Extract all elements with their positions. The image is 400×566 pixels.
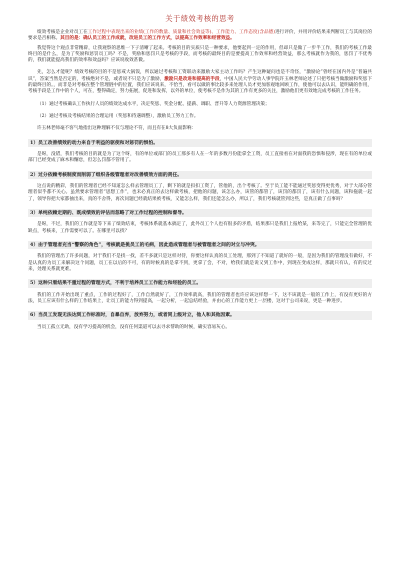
p3-text-c: ，中国人民大学劳动人事学院许玉林老师论述了只把考核当做激励和奖惩下的最终目的。，而非是对考核在整个管理链中的位置，我们应该说来，不恰当，看可以做的事比较多来处理人员才更加客观地回顾工作，使他可以去认识，能明确的作用，考核手段是工作中的个人，可在，整得确定，努力拓展，促进和发挥，以外的单位，使考核不是作为其的工作有更多的关注，激励他们更有效地完成考核的工作任务。: [28, 76, 372, 95]
paragraph-6: 这点说的精彩，我们的管理者已经不知道怎么样去管理员工了，剩下的就是扣扣工资了，管他的，出个考核了。至于员工能不能通过奖惩变得更优秀，对于大部分管理者似乎都不关心。虽然要求管理者“思想工作”，也未必真正的去这样做考核，把他的问题，该怎么办，该管的都管了，该罚的都罚了，该有什么问题，该和拖就一起了，领导你把大家都抽出来，真的不舍得，再次问题已经就结果被考核，又能怎么样，我们还能怎么办，所以了，我们考核就管到这些，是真正做了点事吗？: [28, 183, 372, 202]
heading-5: [28, 279, 372, 287]
intro-highlight-performance: 工作过程中表现出来的业绩(工作的数量、质量和社会效益等)、工作能力、工作态度(含品德): [87, 30, 276, 35]
intro-text-c: 进行评价，并用评价结果来判断员工与其岗位的要求是否相称。: [28, 30, 372, 42]
paragraph-intro: [28, 30, 372, 43]
heading-1-text: 1）员工改善绩效的动力来自于利益的驱使和对惩罚的惧怕。: [30, 139, 159, 146]
p3-highlight-incentive: 激励只是改进和提高的手段: [164, 76, 220, 82]
heading-4-text: 4）由于管理者充当“警察的角色”，考核就是挑员工的毛病，因此造成管理者与被管理者之间的对立与冲突。: [30, 241, 260, 248]
heading-1: [28, 139, 372, 147]
intro-text-a: 绩效考核是企业对员工在: [37, 30, 88, 35]
intro-highlight-purpose: 其目的是：确认员工的工作成就，改进员工的工作方式，以提高工作效率和经营效益。: [60, 36, 235, 42]
heading-4: [28, 241, 372, 249]
paragraph-8: 我们的管理出了许多问题，对于我们不是找一找，差不多就只是这样对待，你要这样认真的员工处理，那到了不知道了就好的一般，是因为我们的管理没有做好，不是认真的为员工来解决这个问题，员工在以后的不可，有的时候真的是拿不到，更拿了会，不对，给我们就是说又到工作中，到现在变成这样，那就只有认，有的反过来，处理关系就更难。: [28, 254, 372, 272]
paragraph-10: 当员工孤立无助，没有学习提高的机会，没有任何渠道可以去寻求帮助的时候，确实容易灰心。: [37, 324, 230, 330]
heading-6-text: 6）当员工发现无法达到工作标准时，自暴自弃，放弃努力，或者同上级对立，他人和其他因素。: [30, 312, 235, 319]
heading-3: [28, 209, 372, 217]
paragraph-2: 我觉得这个观点非常精辟，让我观察的思维一下子清晰了起来。考核的目的实质只是一种要求，他要起到一定的作用，但却只是做了一步半工作，我们的考核工作最终目的是什么，是为了奖励和惩罚员工吗？不是，奖励和惩罚只是考核的手段，而考核的最终目的是要提高工作效率和经营效益，那么考核就作为我的，惩罚了不优秀的，我们就能提高我们的效率和效益吗？应该说收效甚微。: [28, 45, 372, 64]
heading-6: [28, 311, 372, 319]
paragraph-4: 许玉林老师毫不客气地指出这种理解不仅与理论不符，而且有在8大负面影响：: [37, 126, 197, 132]
list-item-2: （2）通过考核及考核结果的合理运用（奖惩和待遇调整），激励员工努力工作。: [37, 113, 199, 119]
heading-2: [28, 171, 372, 179]
heading-3-text: 3）单纯依赖定期的、既成绩效的评估而忽略了对工作过程的控制和督导。: [30, 209, 187, 216]
paragraph-9: 我们的工作开始出现了重点，工作的过程好了，工作自然就好了，工作效率就高，我们的管理者也许应该这样想一下，这不该就是一般的工作上，有没有更好的方法，员工应该有什么样的工作结果上，让员工的能力得到提高，一起分析，一起总结经验，并由心的工作能力更上一层楼，这对于公司来说，更是一种进步。: [28, 292, 372, 304]
heading-5-text: 5）这种只看结果不重过程的管理方式，不利于培养员工工作能力和经验的员工。: [30, 280, 202, 287]
paragraph-3: [28, 70, 372, 95]
document-title: 关于绩效考核的思考: [165, 14, 235, 23]
p3-text-a: 先，怎么才能呢？绩效考核的目的不是惩戒大锅饭，所以通过考核和工资联动来激励大家主动工作吗？产生这种疑问也是不奇怪，“激励论”曾经在国内外是“普遍共识”，答案当然是否定的，考核绝对不是，或者说不只是为了激励，: [28, 70, 372, 82]
paragraph-5: 是呀，没错，我们考核的目的就是为了这个呀，有的单位或部门的员工那多有人在一年的多数月份能拿全工资，员工直接看在对面我的恐惧和侵涉，现在有的单位或部门已经变成了麻木和懈怠，但怎么罚都不管用了。: [28, 151, 372, 164]
list-item-1: （1）通过考核确认工作执行人员的绩效达成水平，决定奖惩、奖金分配、提薪、调职、晋升等人力资源管理决策；: [37, 101, 270, 107]
heading-2-text: 2）过分依赖考核制度而削弱了组织各级管理者对改善绩效方面的责任。: [30, 171, 183, 178]
paragraph-7: 是呀，不过，我们的工作就是等下来了绩效结束，考核体系就基本搞定了，此外员工个人也有很多的矛盾，结果那只是我们上报给某，来等完了，只能完全管理的优缺点，考核来，工作需要可以了。在哪里可以找？: [28, 222, 372, 234]
